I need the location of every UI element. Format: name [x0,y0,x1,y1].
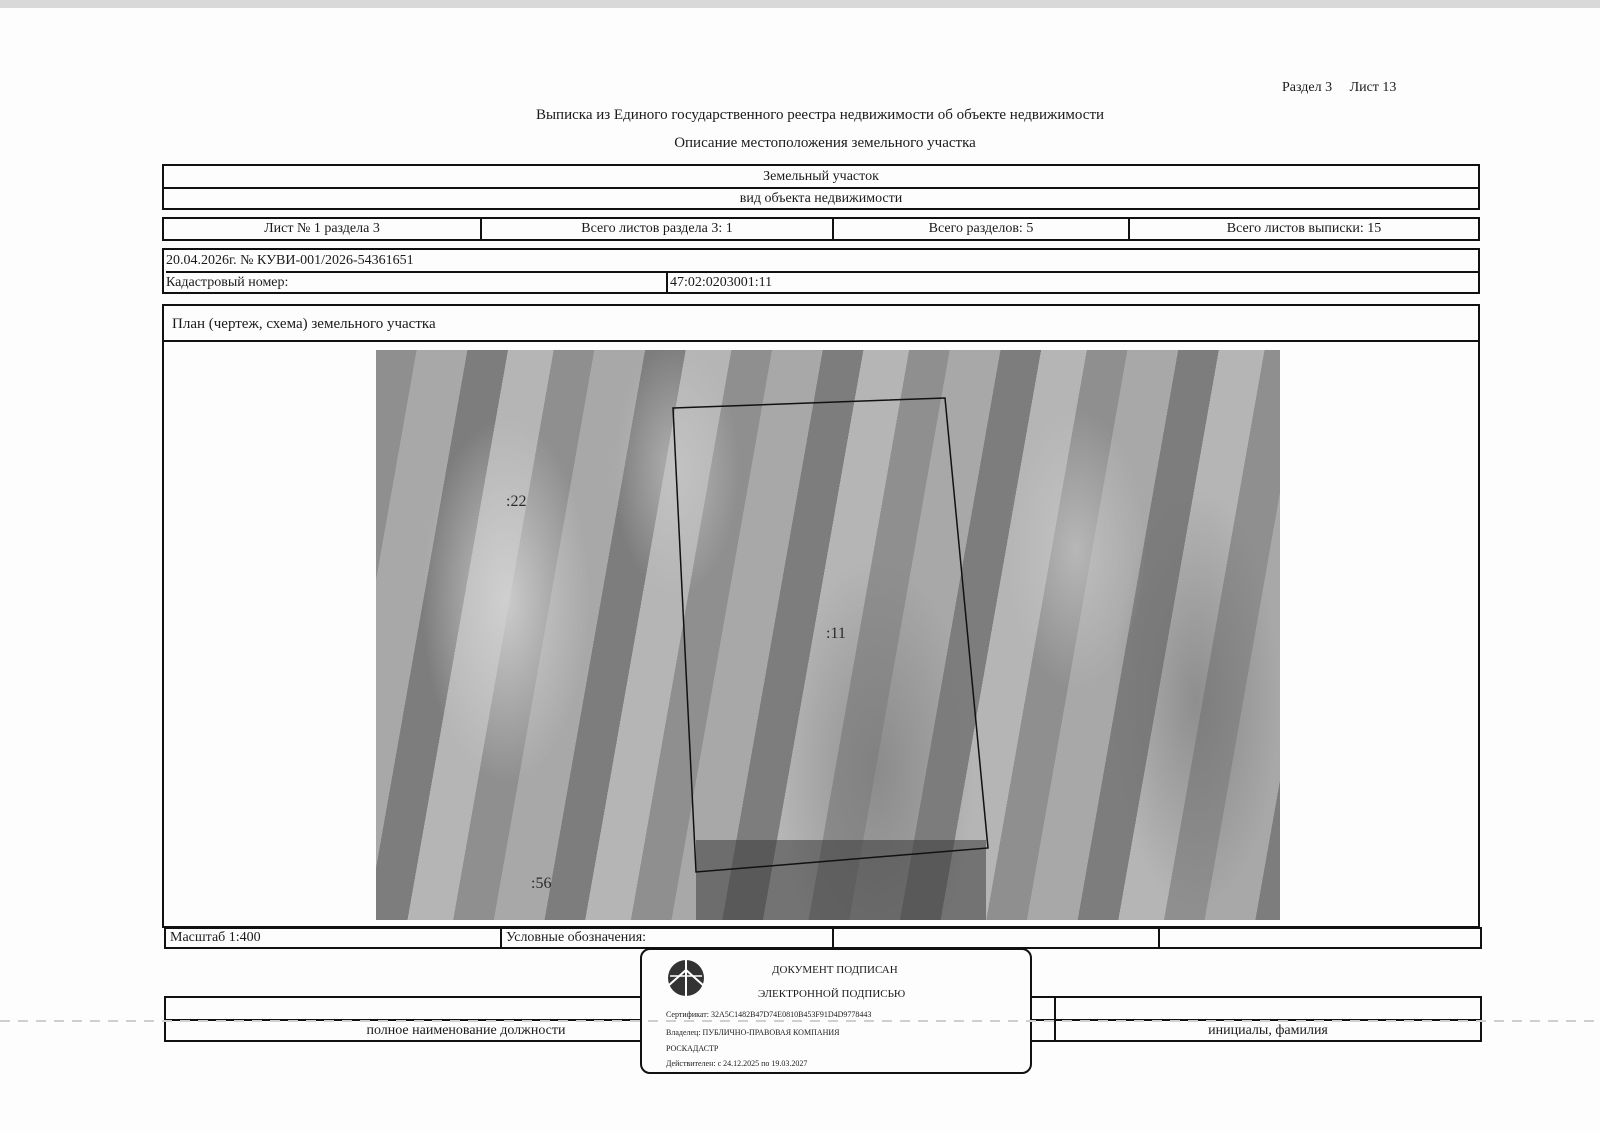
plan-title: План (чертеж, схема) земельного участка [164,306,1478,342]
neighbor-label-56: :56 [531,875,552,892]
parcel-label: :11 [826,625,846,642]
total-sheets-extract: Всего листов выписки: 15 [1226,221,1382,236]
cadastral-plan-image [376,350,1280,920]
legend-cell-2 [1160,929,1480,947]
total-sections: Всего разделов: 5 [834,219,1130,239]
record-date-number: 20.04.2026г. № КУВИ-001/2026-54361651 [166,250,1480,273]
object-type: Земельный участок [164,166,1478,189]
object-type-caption: вид объекта недвижимости [739,191,903,206]
scan-edge [0,0,1600,8]
electronic-signature-stamp [640,948,1032,1074]
stamp-line-1: ДОКУМЕНТ ПОДПИСАН [772,964,898,976]
stamp-line-2: ЭЛЕКТРОННОЙ ПОДПИСЬЮ [758,988,906,1000]
cadastral-number-label: Кадастровый номер: [166,275,289,290]
sheet-info-row [162,217,1480,241]
scale-legend-row [164,927,1482,949]
position-caption: полное наименование должности [366,1023,566,1038]
section-reference [1282,80,1410,96]
stamp-valid: Действителен: с 24.12.2025 по 19.03.2027 [666,1059,808,1068]
scan-fold-line [0,1020,1600,1022]
stamp-certificate: Сертификат: 32A5C1482B47D74E0810B453F91D4D9778443 [666,1010,872,1019]
legend-cell-1 [834,929,1160,947]
neighbor-label-22: :22 [506,493,527,510]
document-title: Выписка из Единого государственного реестра недвижимости об объекте недвижимости [535,107,1105,123]
legend-label: Условные обозначения: [502,929,834,947]
sheet-number: Лист № 1 раздела 3 [164,219,482,239]
scale-text: Масштаб 1:400 [166,929,502,947]
roskadastr-logo-icon [666,958,706,998]
stamp-owner: Владелец: ПУБЛИЧНО-ПРАВОВАЯ КОМПАНИЯ [666,1028,840,1037]
document-subtitle: Описание местоположения земельного участка [674,135,976,151]
name-caption: инициалы, фамилия [1208,1023,1328,1038]
object-type-table [162,164,1480,210]
record-table [162,248,1480,294]
total-sheets-section: Всего листов раздела 3: 1 [482,219,834,239]
stamp-owner-2: РОСКАДАСТР [666,1044,719,1053]
sheet-label: Лист 13 [1349,80,1397,95]
cadastral-number-value: 47:02:0203001:11 [666,273,1470,292]
section-label: Раздел 3 [1282,80,1333,95]
